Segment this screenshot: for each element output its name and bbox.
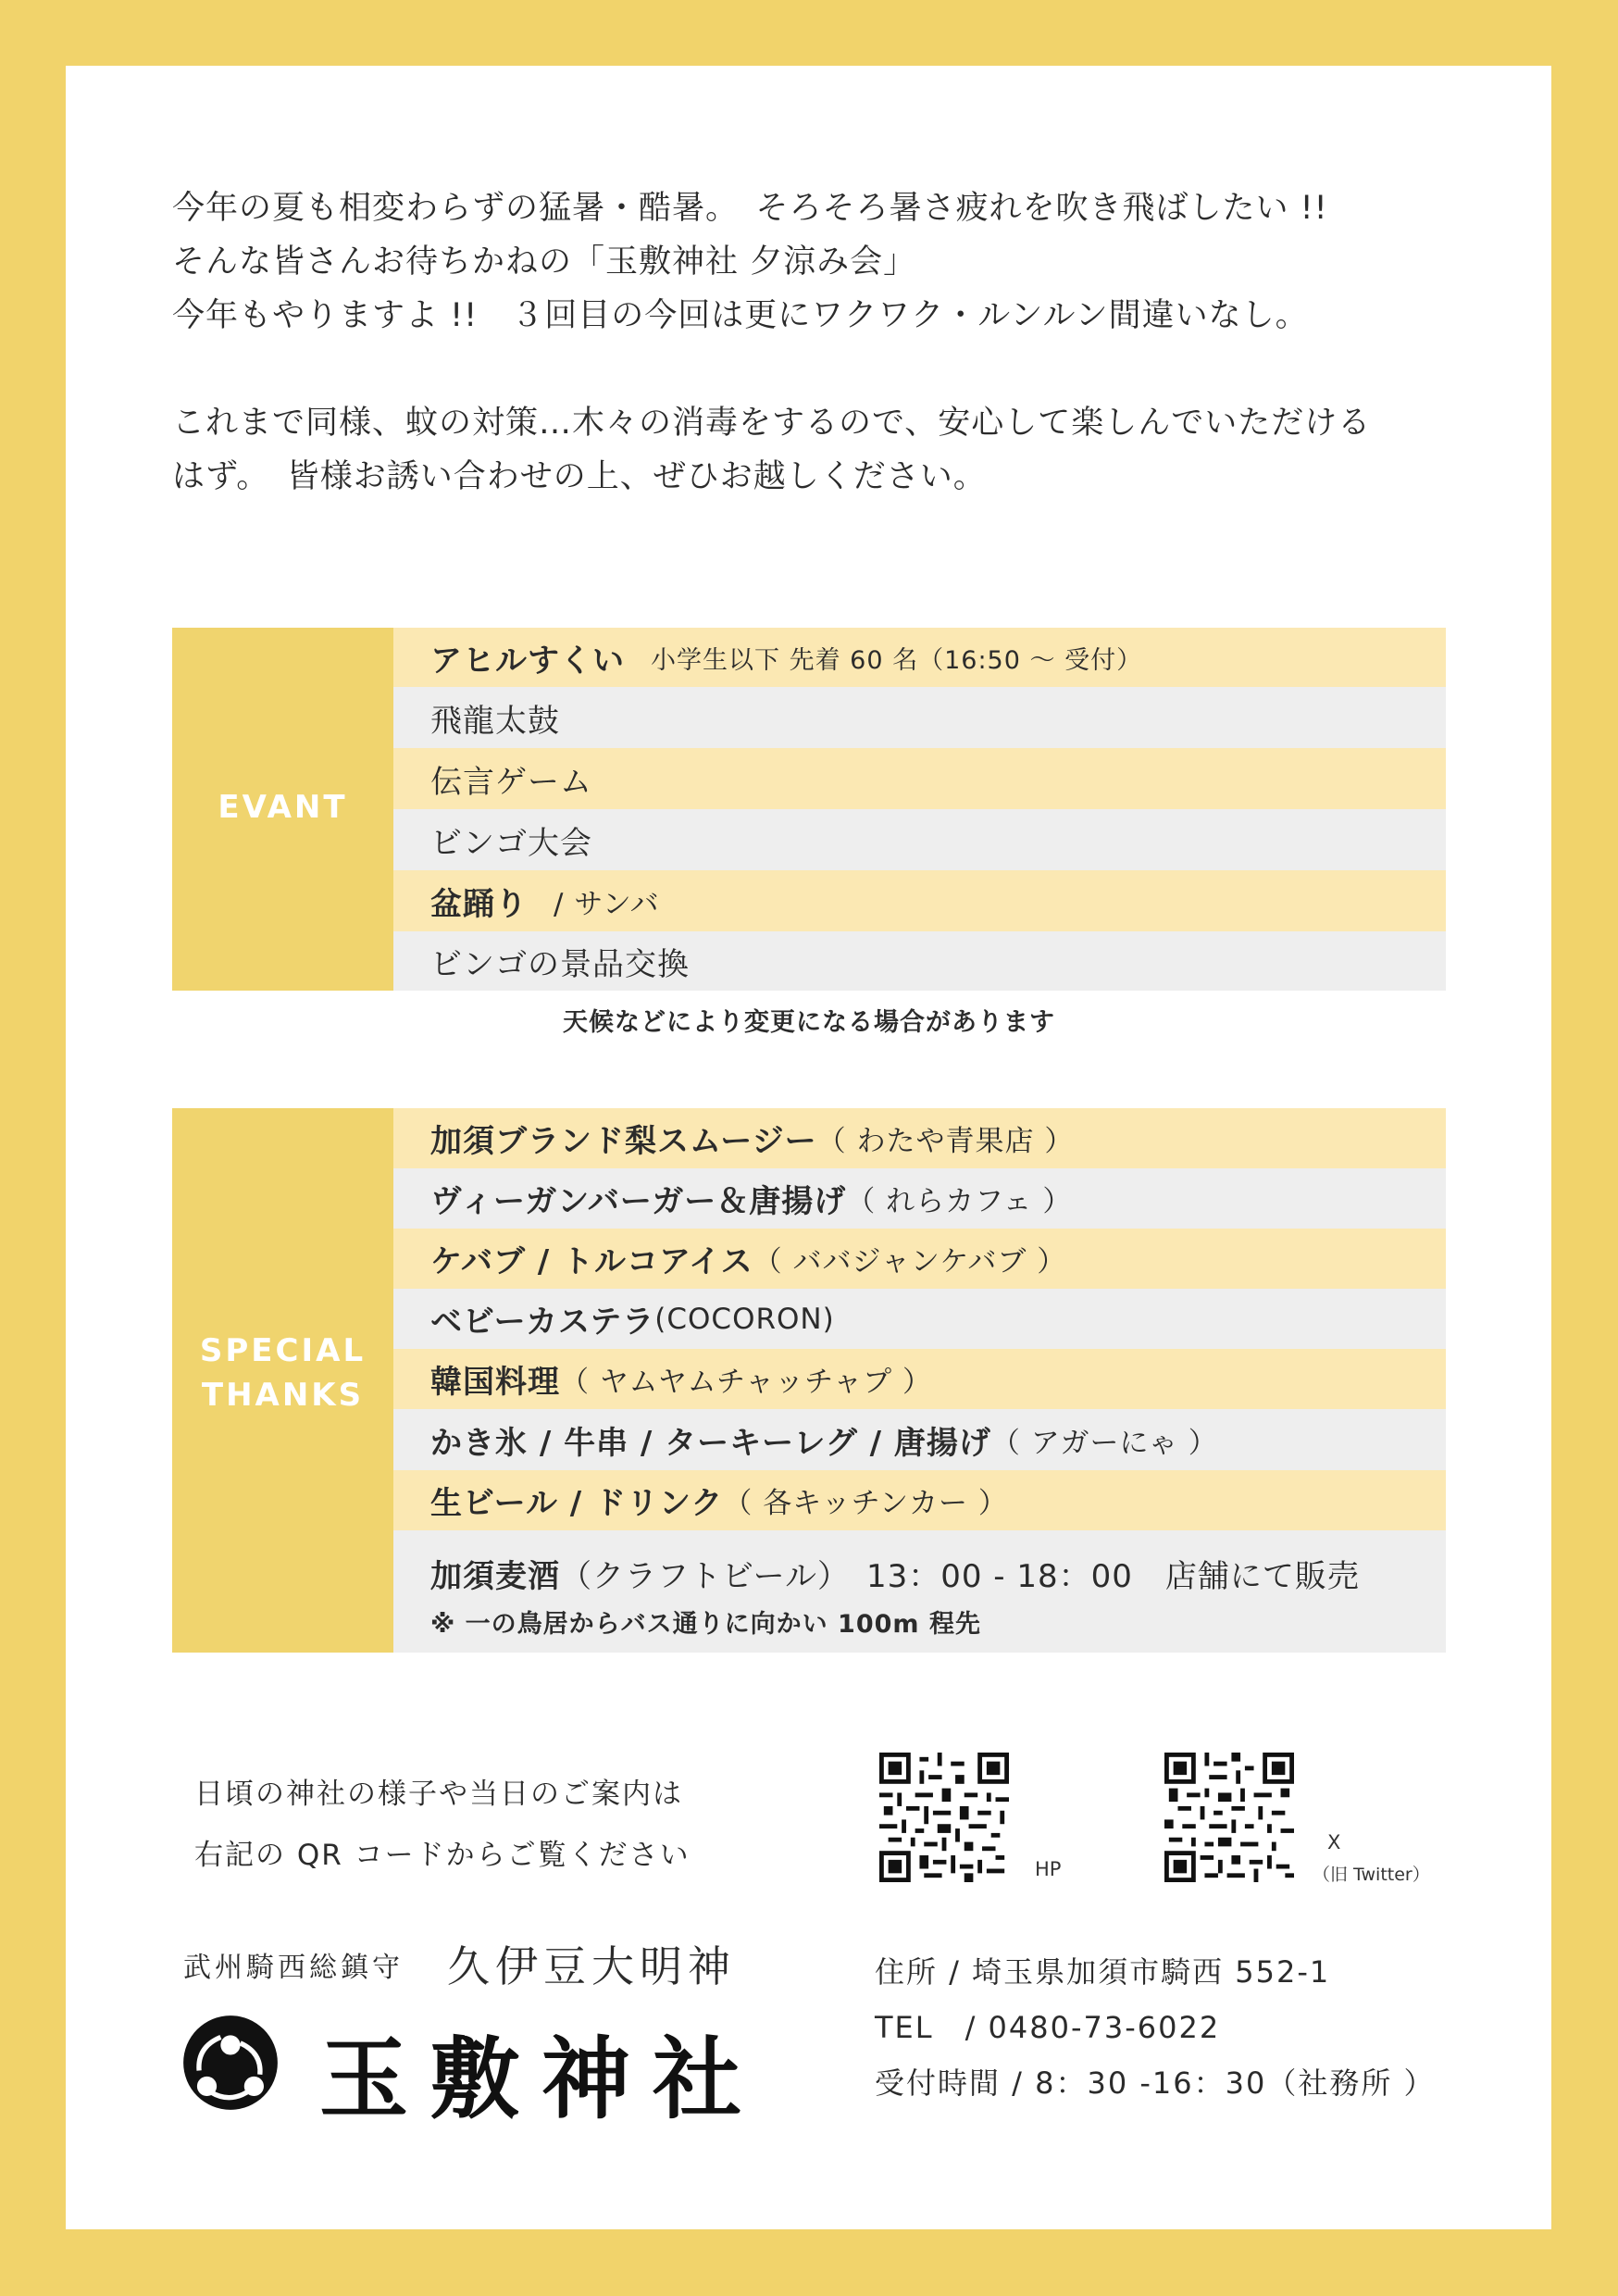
thanks-row-sub: （ ババジャンケバブ ） — [753, 1245, 1067, 1279]
intro-line-3: 今年もやりますよ !! ３回目の今回は更にワクワク・ルンルン間違いなし。 — [172, 297, 1309, 334]
thanks-row-last — [393, 1530, 1446, 1653]
intro-text — [172, 181, 1468, 504]
event-row-note: 小学生以下 先着 60 名（16:50 ～ 受付） — [651, 645, 1143, 675]
qr-note-line-1: 日頃の神社の様子や当日のご案内は — [194, 1778, 683, 1811]
thanks-last-sub: （クラフトビール） 13：00 - 18：00 店舗にて販売 — [560, 1558, 1360, 1595]
thanks-table — [172, 1108, 1446, 1653]
shrine-subtitle: 武州騎西総鎮守 — [183, 1952, 404, 1984]
event-row — [393, 931, 1446, 991]
event-label: EVANT — [218, 789, 348, 826]
thanks-row-title: 韓国料理 — [430, 1364, 560, 1401]
hp-qr-code[interactable] — [879, 1753, 1009, 1882]
event-row — [393, 809, 1446, 870]
address: 住所 / 埼玉県加須市騎西 552-1 — [875, 1954, 1331, 1990]
thanks-row-sub: (COCORON) — [654, 1302, 835, 1336]
thanks-row-title: かき氷 / 牛串 / ターキーレグ / 唐揚げ — [430, 1424, 991, 1462]
office-hours: 受付時間 / 8：30 -16：30（社務所 ） — [875, 2065, 1436, 2101]
thanks-row — [393, 1470, 1446, 1530]
thanks-label-2: THANKS — [201, 1377, 365, 1414]
thanks-row-title: 生ビール / ドリンク — [430, 1485, 724, 1522]
hp-qr-label: HP — [1035, 1858, 1062, 1880]
thanks-row-title: 加須ブランド梨スムージー — [430, 1123, 817, 1160]
contact-info — [875, 1944, 1436, 2111]
thanks-row — [393, 1168, 1446, 1229]
x-qr-code[interactable] — [1164, 1753, 1294, 1882]
thanks-row — [393, 1289, 1446, 1349]
thanks-last-title: 加須麦酒 — [430, 1558, 560, 1595]
thanks-row — [393, 1108, 1446, 1168]
qr-note — [194, 1764, 691, 1886]
thanks-row — [393, 1409, 1446, 1470]
telephone[interactable]: TEL / 0480-73-6022 — [875, 2010, 1221, 2045]
event-row-title: ビンゴ大会 — [430, 824, 592, 862]
thanks-row-title: ヴィーガンバーガー＆唐揚げ — [430, 1183, 847, 1220]
intro-line-2: そんな皆さんお待ちかねの「玉敷神社 夕涼み会」 — [172, 243, 917, 281]
event-row — [393, 748, 1446, 809]
intro-line-5: はず。 皆様お誘い合わせの上、ぜひお越しください。 — [172, 458, 987, 495]
thanks-row — [393, 1349, 1446, 1409]
event-row — [393, 628, 1446, 687]
thanks-row-title: ケバブ / トルコアイス — [430, 1243, 753, 1280]
intro-line-1: 今年の夏も相変わらずの猛暑・酷暑。 そろそろ暑さ疲れを吹き飛ばしたい !! — [172, 190, 1328, 227]
event-row — [393, 687, 1446, 748]
shrine-name: 玉敷神社 — [319, 2027, 764, 2131]
event-row — [393, 870, 1446, 931]
mitsudomoe-crest-icon — [181, 2014, 280, 2112]
thanks-row-sub: （ アガーにゃ ） — [990, 1426, 1218, 1460]
intro-line-4: これまで同様、蚊の対策…木々の消毒をするので、安心して楽しんでいただける — [172, 405, 1372, 442]
qr-note-line-2: 右記の QR コードからご覧ください — [194, 1839, 691, 1872]
thanks-row-sub: （ わたや青果店 ） — [816, 1125, 1075, 1158]
event-row-title: 飛龍太鼓 — [430, 702, 560, 740]
thanks-label-1: SPECIAL — [199, 1332, 367, 1369]
event-table — [172, 628, 1446, 991]
event-row-title: 伝言ゲーム — [430, 763, 592, 801]
event-row-note: / サンバ — [554, 887, 660, 921]
thanks-row-title: ベビーカステラ — [430, 1304, 655, 1341]
event-row-title: ビンゴの景品交換 — [430, 945, 690, 983]
x-qr-label: X — [1327, 1831, 1341, 1853]
shrine-deity: 久伊豆大明神 — [447, 1941, 736, 1991]
x-qr-sublabel: （旧 Twitter） — [1313, 1865, 1430, 1885]
event-row-title: 盆踊り — [430, 885, 528, 923]
thanks-row-sub: （ れらカフェ ） — [846, 1185, 1073, 1218]
thanks-last-note: ※ 一の鳥居からバス通りに向かい 100m 程先 — [430, 1610, 981, 1639]
event-row-title: アヒルすくい — [430, 642, 625, 680]
thanks-row — [393, 1229, 1446, 1289]
weather-note: 天候などにより変更になる場合があります — [563, 1008, 1055, 1037]
thanks-row-sub: （ ヤムヤムチャッチャプ ） — [560, 1366, 932, 1399]
thanks-row-sub: （ 各キッチンカー ） — [723, 1487, 1008, 1520]
